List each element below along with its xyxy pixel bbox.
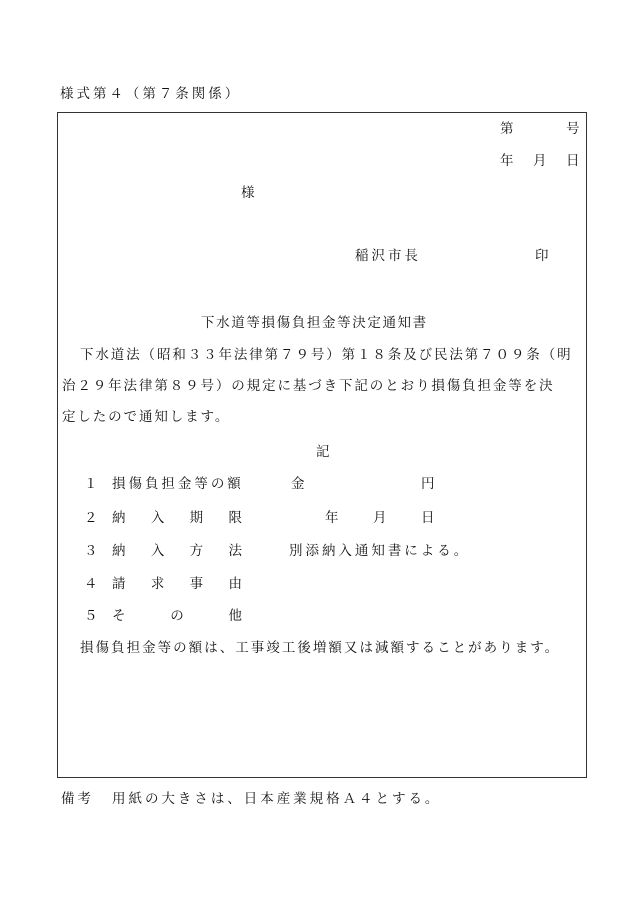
item-3-label-char: 方	[189, 543, 204, 559]
ki-heading: 記	[316, 444, 330, 460]
item-3-value: 別添納入通知書による。	[289, 543, 471, 559]
item-5-label-char: の	[170, 608, 184, 624]
doc-date-year: 年	[500, 153, 514, 169]
item-3-label-char: 法	[228, 543, 242, 559]
issuer-name: 稲沢市長	[355, 248, 421, 264]
body-line-2: 治２９年法律第８９号）の規定に基づき下記のとおり損傷負担金等を決	[62, 378, 555, 394]
item-1-label: 損傷負担金等の額	[112, 476, 244, 492]
item-4-label-char: 由	[228, 576, 242, 592]
item-3-label-char: 入	[150, 543, 165, 559]
item-3-number: ３	[84, 543, 98, 559]
item-5-label-char: 他	[228, 608, 242, 624]
item-1-suffix: 円	[421, 476, 435, 492]
item-3-label-char: 納	[112, 543, 126, 559]
form-label: 様式第４（第７条関係）	[60, 86, 242, 102]
doc-number-dai: 第	[500, 121, 514, 137]
item-5-number: ５	[84, 608, 98, 624]
item-4-label-char: 事	[189, 576, 204, 592]
doc-number-go: 号	[566, 121, 580, 137]
doc-date-day: 日	[566, 153, 580, 169]
document-title: 下水道等損傷負担金等決定通知書	[201, 315, 428, 331]
item-2-date-day: 日	[421, 510, 435, 526]
item-2-label-char: 入	[150, 510, 165, 526]
item-2-date-year: 年	[325, 510, 339, 526]
item-4-label	[112, 578, 242, 592]
item-2-label-char: 納	[112, 510, 126, 526]
item-1-number: １	[84, 476, 98, 492]
item-1-value: 金	[291, 476, 305, 492]
item-4-label-char: 請	[112, 576, 126, 592]
doc-date-month: 月	[533, 153, 547, 169]
remarks-text: 用紙の大きさは、日本産業規格Ａ４とする。	[112, 791, 442, 807]
item-5-label	[112, 610, 242, 624]
note-text: 損傷負担金等の額は、工事竣工後増額又は減額することがあります。	[80, 640, 561, 656]
item-5-label-char: そ	[112, 608, 126, 624]
item-4-label-char: 求	[150, 576, 165, 592]
body-line-3: 定したので通知します。	[62, 409, 231, 425]
body-line-1: 下水道法（昭和３３年法律第７９号）第１８条及び民法第７０９条（明	[80, 347, 573, 363]
remarks-label: 備考	[61, 791, 94, 807]
recipient-honorific: 様	[241, 185, 255, 201]
item-4-number: ４	[84, 576, 98, 592]
item-2-label	[112, 512, 242, 526]
item-2-date-month: 月	[373, 510, 387, 526]
item-2-number: ２	[84, 510, 98, 526]
item-2-label-char: 期	[189, 510, 204, 526]
issuer-seal: 印	[535, 248, 549, 264]
item-3-label	[112, 545, 242, 559]
item-2-label-char: 限	[228, 510, 242, 526]
